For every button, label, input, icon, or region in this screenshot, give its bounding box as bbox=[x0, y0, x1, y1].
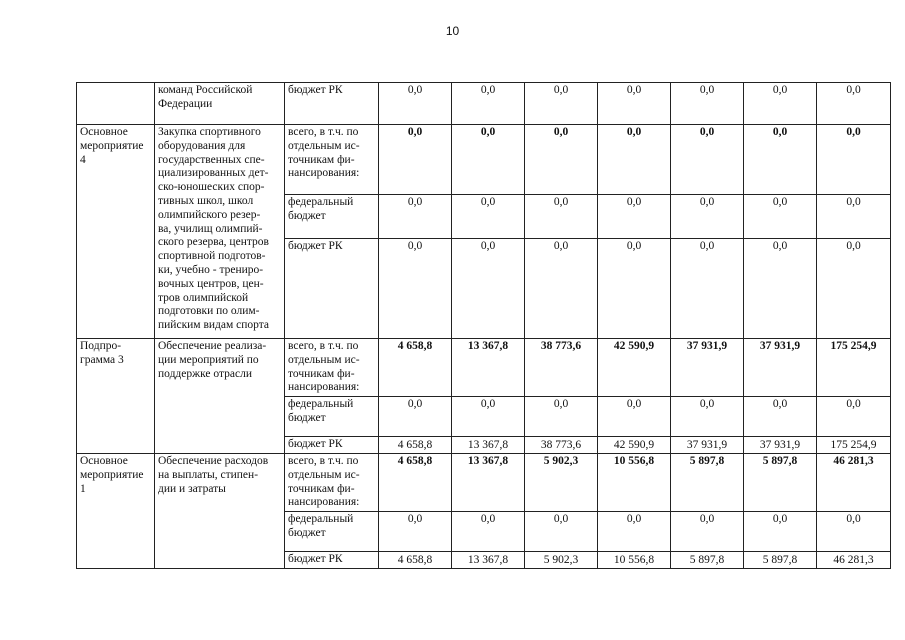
amount-cell: 46 281,3 bbox=[817, 552, 891, 569]
amount-cell: 0,0 bbox=[452, 512, 525, 552]
amount-cell: 0,0 bbox=[671, 512, 744, 552]
activity-description-cell: команд Российской Федерации bbox=[155, 83, 285, 125]
amount-cell: 37 931,9 bbox=[744, 437, 817, 454]
amount-cell: 5 902,3 bbox=[525, 552, 598, 569]
amount-cell: 13 367,8 bbox=[452, 552, 525, 569]
amount-cell: 38 773,6 bbox=[525, 339, 598, 397]
table-row bbox=[77, 339, 891, 397]
amount-cell: 0,0 bbox=[817, 125, 891, 195]
funding-source-cell: всего, в т.ч. по отдельным ис- точникам фи- нансирования: bbox=[285, 453, 379, 511]
amount-cell: 13 367,8 bbox=[452, 453, 525, 511]
amount-cell: 0,0 bbox=[525, 125, 598, 195]
amount-cell: 4 658,8 bbox=[379, 552, 452, 569]
activity-code-cell bbox=[77, 83, 155, 125]
amount-cell: 4 658,8 bbox=[379, 453, 452, 511]
amount-cell: 175 254,9 bbox=[817, 437, 891, 454]
amount-cell: 46 281,3 bbox=[817, 453, 891, 511]
funding-source-cell: бюджет РК bbox=[285, 239, 379, 339]
funding-source-cell: бюджет РК bbox=[285, 552, 379, 569]
page-number: 10 bbox=[445, 24, 460, 38]
amount-cell: 4 658,8 bbox=[379, 437, 452, 454]
amount-cell: 0,0 bbox=[379, 239, 452, 339]
activity-code-cell: Подпро- грамма 3 bbox=[77, 339, 155, 454]
funding-source-cell: федеральный бюджет bbox=[285, 397, 379, 437]
amount-cell: 0,0 bbox=[525, 512, 598, 552]
amount-cell: 0,0 bbox=[744, 239, 817, 339]
activity-code-cell: Основное мероприятие 1 bbox=[77, 453, 155, 568]
amount-cell: 0,0 bbox=[452, 125, 525, 195]
amount-cell: 4 658,8 bbox=[379, 339, 452, 397]
table-row bbox=[77, 83, 891, 125]
funding-source-cell: федеральный бюджет bbox=[285, 512, 379, 552]
amount-cell: 0,0 bbox=[598, 239, 671, 339]
amount-cell: 0,0 bbox=[817, 83, 891, 125]
amount-cell: 0,0 bbox=[379, 83, 452, 125]
amount-cell: 0,0 bbox=[744, 512, 817, 552]
amount-cell: 5 897,8 bbox=[744, 552, 817, 569]
funding-source-cell: всего, в т.ч. по отдельным ис- точникам фи- нансирования: bbox=[285, 125, 379, 195]
amount-cell: 0,0 bbox=[598, 512, 671, 552]
funding-source-cell: бюджет РК bbox=[285, 83, 379, 125]
amount-cell: 0,0 bbox=[817, 397, 891, 437]
amount-cell: 5 897,8 bbox=[744, 453, 817, 511]
amount-cell: 0,0 bbox=[379, 397, 452, 437]
amount-cell: 0,0 bbox=[598, 83, 671, 125]
amount-cell: 0,0 bbox=[598, 125, 671, 195]
amount-cell: 0,0 bbox=[452, 397, 525, 437]
amount-cell: 5 902,3 bbox=[525, 453, 598, 511]
amount-cell: 0,0 bbox=[525, 83, 598, 125]
amount-cell: 5 897,8 bbox=[671, 453, 744, 511]
amount-cell: 37 931,9 bbox=[671, 339, 744, 397]
amount-cell: 5 897,8 bbox=[671, 552, 744, 569]
amount-cell: 0,0 bbox=[671, 239, 744, 339]
amount-cell: 0,0 bbox=[525, 397, 598, 437]
table-row bbox=[77, 125, 891, 195]
amount-cell: 0,0 bbox=[744, 83, 817, 125]
amount-cell: 175 254,9 bbox=[817, 339, 891, 397]
amount-cell: 10 556,8 bbox=[598, 453, 671, 511]
activity-description-cell: Закупка спортивного оборудования для государственных спе- циализированных дет- ско-юношеских спор- тивных школ, школ олимпийского резер- ва, училищ олимпий- ского резерва, центров спортивной подготов- ки, учебно - трениро- вочных центров, цен- тров олимпийской подготовки по олим- пийским видам спорта bbox=[155, 125, 285, 339]
amount-cell: 0,0 bbox=[379, 125, 452, 195]
amount-cell: 37 931,9 bbox=[744, 339, 817, 397]
activity-description-cell: Обеспечение реализа- ции мероприятий по поддержке отрасли bbox=[155, 339, 285, 454]
funding-source-cell: федеральный бюджет bbox=[285, 195, 379, 239]
amount-cell: 0,0 bbox=[525, 195, 598, 239]
amount-cell: 0,0 bbox=[379, 195, 452, 239]
amount-cell: 0,0 bbox=[452, 239, 525, 339]
amount-cell: 42 590,9 bbox=[598, 339, 671, 397]
amount-cell: 0,0 bbox=[671, 83, 744, 125]
amount-cell: 0,0 bbox=[452, 83, 525, 125]
amount-cell: 0,0 bbox=[817, 512, 891, 552]
budget-table bbox=[76, 82, 891, 569]
amount-cell: 0,0 bbox=[744, 195, 817, 239]
amount-cell: 0,0 bbox=[671, 125, 744, 195]
amount-cell: 0,0 bbox=[452, 195, 525, 239]
activity-description-cell: Обеспечение расходов на выплаты, стипен- дии и затраты bbox=[155, 453, 285, 568]
amount-cell: 13 367,8 bbox=[452, 339, 525, 397]
amount-cell: 0,0 bbox=[671, 397, 744, 437]
amount-cell: 13 367,8 bbox=[452, 437, 525, 454]
amount-cell: 0,0 bbox=[817, 239, 891, 339]
amount-cell: 10 556,8 bbox=[598, 552, 671, 569]
amount-cell: 0,0 bbox=[379, 512, 452, 552]
funding-source-cell: бюджет РК bbox=[285, 437, 379, 454]
funding-source-cell: всего, в т.ч. по отдельным ис- точникам фи- нансирования: bbox=[285, 339, 379, 397]
amount-cell: 0,0 bbox=[598, 397, 671, 437]
amount-cell: 38 773,6 bbox=[525, 437, 598, 454]
amount-cell: 37 931,9 bbox=[671, 437, 744, 454]
amount-cell: 0,0 bbox=[598, 195, 671, 239]
activity-code-cell: Основное мероприятие 4 bbox=[77, 125, 155, 339]
amount-cell: 0,0 bbox=[744, 397, 817, 437]
amount-cell: 0,0 bbox=[817, 195, 891, 239]
amount-cell: 0,0 bbox=[744, 125, 817, 195]
table-row bbox=[77, 453, 891, 511]
amount-cell: 42 590,9 bbox=[598, 437, 671, 454]
amount-cell: 0,0 bbox=[671, 195, 744, 239]
amount-cell: 0,0 bbox=[525, 239, 598, 339]
